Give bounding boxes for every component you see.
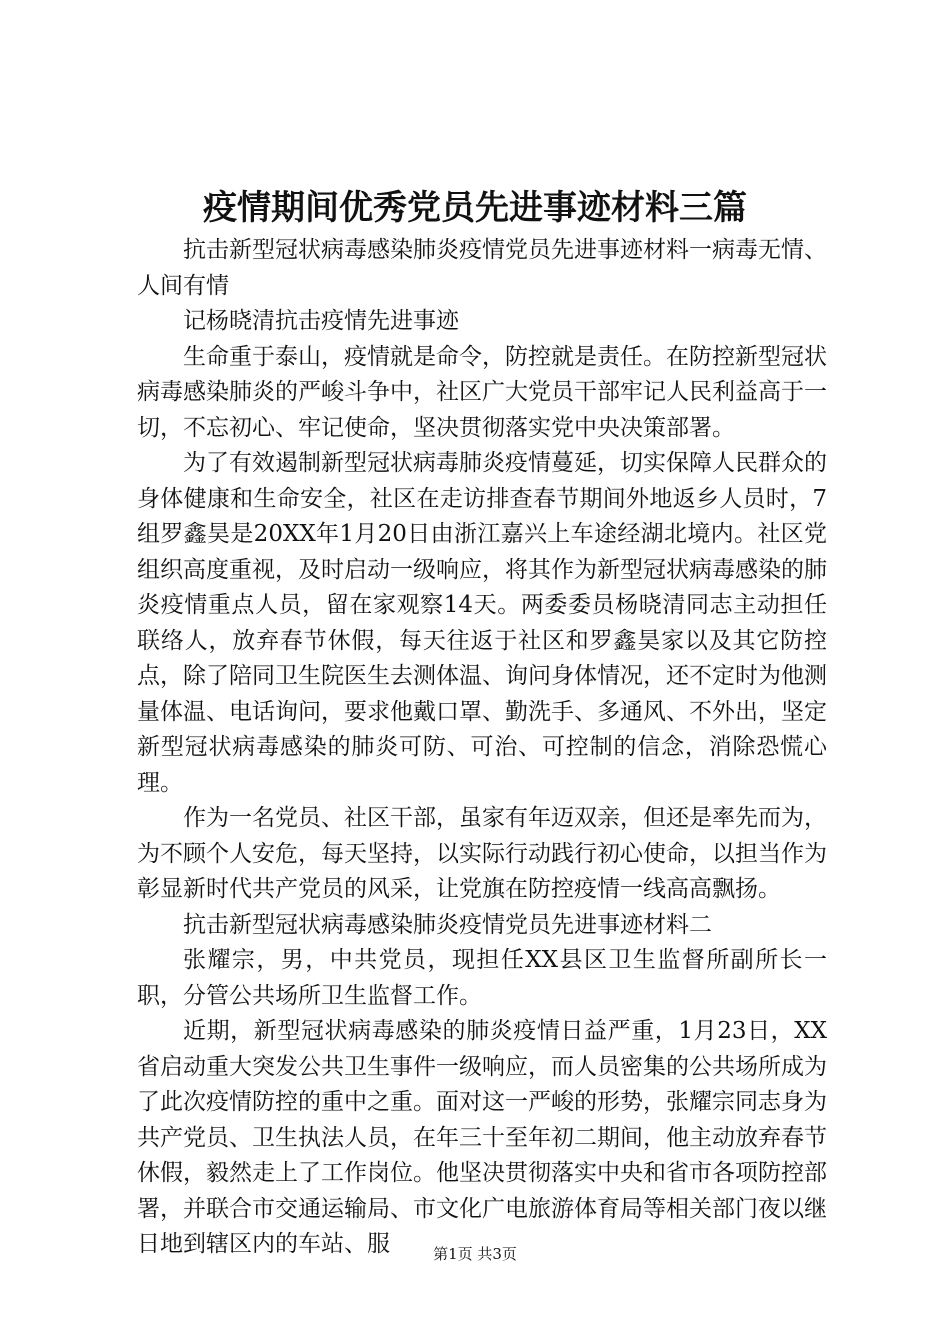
paragraph: 生命重于泰山，疫情就是命令，防控就是责任。在防控新型冠状病毒感染肺炎的严峻斗争中，社区广大党员干部牢记人民利益高于一切，不忘初心、牢记使命，坚决贯彻落实党中央决策部署。 (137, 343, 827, 441)
paragraph: 为了有效遏制新型冠状病毒肺炎疫情蔓延，切实保障人民群众的身体健康和生命安全，社区在走访排查春节期间外地返乡人员时，7组罗鑫昊是20XX年1月20日由浙江嘉兴上车途经湖北境内。社区党组织高度重视，及时启动一级响应，将其作为新型冠状病毒感染的肺炎疫情重点人员，留在家观察14天。两委委员杨晓清同志主动担任联络人，放弃春节休假，每天往返于社区和罗鑫昊家以及其它防控点，除了陪同卫生院医生去测体温、询问身体情况，还不定时为他测量体温、电话询问，要求他戴口罩、勤洗手、多通风、不外出，坚定新型冠状病毒感染的肺炎可防、可治、可控制的信念，消除恐慌心理。 (137, 450, 827, 796)
document-body (137, 233, 827, 1263)
paragraph: 作为一名党员、社区干部，虽家有年迈双亲，但还是率先而为，为不顾个人安危，每天坚持，以实际行动践行初心使命，以担当作为彰显新时代共产党员的风采，让党旗在防控疫情一线高高飘扬。 (137, 805, 827, 902)
paragraph: 张耀宗，男，中共党员，现担任XX县区卫生监督所副所长一职，分管公共场所卫生监督工作。 (137, 947, 827, 1009)
document-title: 疫情期间优秀党员先进事迹材料三篇 (203, 188, 747, 228)
paragraph: 近期，新型冠状病毒感染的肺炎疫情日益严重，1月23日，XX省启动重大突发公共卫生事件一级响应，而人员密集的公共场所成为了此次疫情防控的重中之重。面对这一严峻的形势，张耀宗同志身为共产党员、卫生执法人员，在年三十至年初二期间，他主动放弃春节休假，毅然走上了工作岗位。他坚决贯彻落实中央和省市各项防控部署，并联合市交通运输局、市文化广电旅游体育局等相关部门夜以继日地到辖区内的车站、服 (137, 1018, 827, 1257)
paragraph: 抗击新型冠状病毒感染肺炎疫情党员先进事迹材料一病毒无情、人间有情 (137, 237, 827, 299)
paragraph: 抗击新型冠状病毒感染肺炎疫情党员先进事迹材料二 (183, 911, 712, 938)
page-footer: 第1页 共3页 (433, 1245, 517, 1263)
paragraph: 记杨晓清抗击疫情先进事迹 (183, 308, 459, 334)
